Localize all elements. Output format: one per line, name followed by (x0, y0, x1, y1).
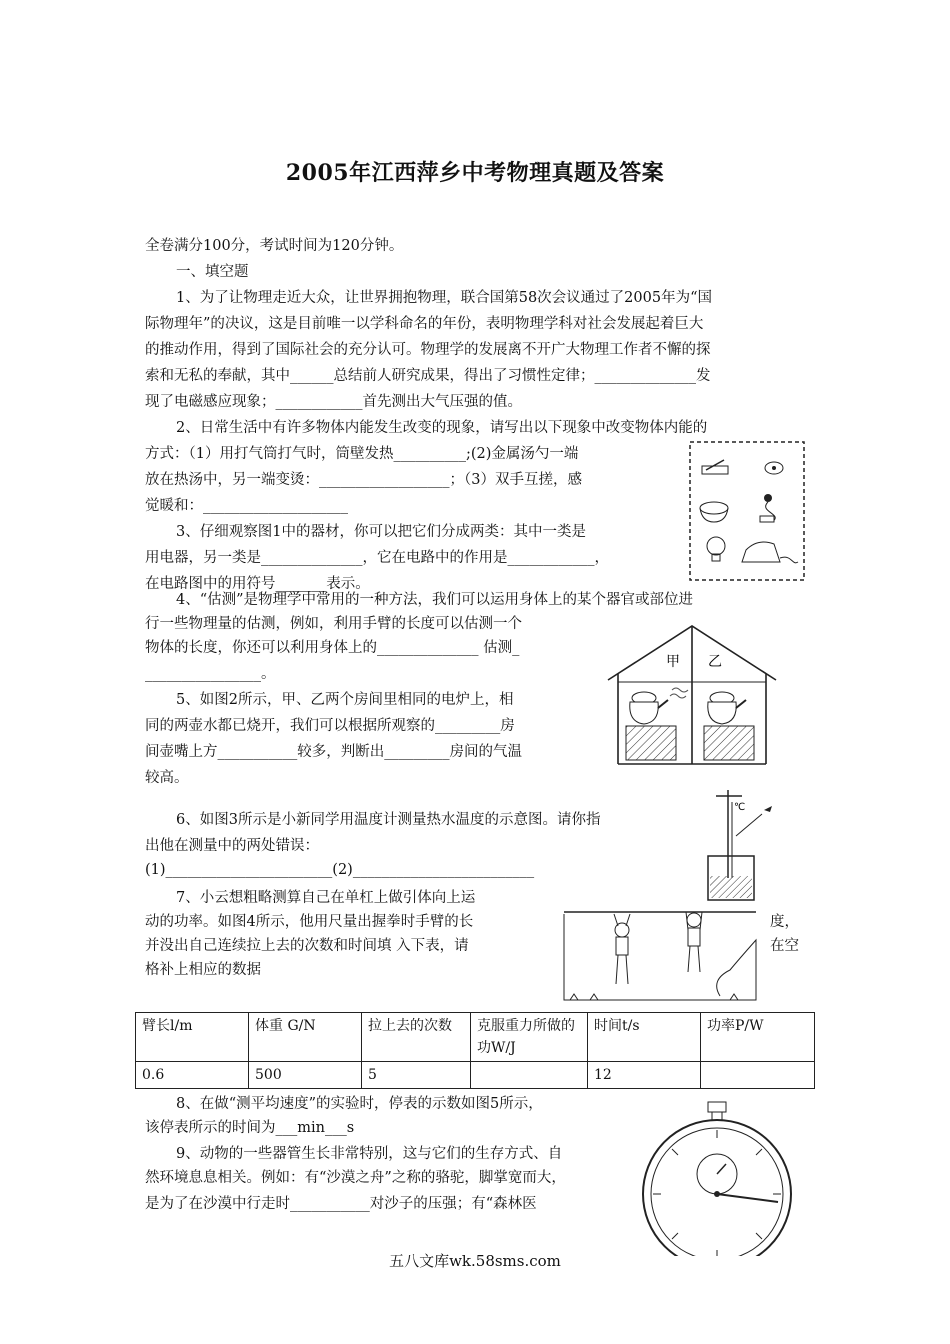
bell-icon (765, 462, 783, 474)
q1-line: 际物理年”的决议，这是目前唯一以学科命名的年份，表明物理学科对社会发展起着巨大 (145, 316, 704, 332)
q6-line: (1)_______________________(2)_________________________ (145, 862, 535, 878)
q4-line: 行一些物理量的估测，例如，利用手臂的长度可以估测一个 (145, 616, 522, 632)
kettle-right-icon (708, 692, 746, 724)
q6-line: 出他在测量中的两处错误： (145, 838, 319, 854)
figure-3-thermometer (700, 782, 790, 904)
q7-right-fragment: 在空 (770, 938, 799, 954)
svg-text:℃: ℃ (734, 802, 746, 813)
q4-line: 4、“估测”是物理学中常用的一种方法，我们可以运用身体上的某个器官或部位进 (176, 592, 694, 608)
q8-line: 该停表所示的时间为___min___s (145, 1120, 355, 1136)
table-header-cell: 臂长l/m (136, 1013, 249, 1062)
q3-line: 在电路图中的用符号_______表示。 (145, 576, 370, 592)
table-header-cell: 克服重力所做的功W/J (471, 1013, 588, 1062)
intro-text: 全卷满分100分，考试时间为120分钟。 (145, 238, 404, 254)
q4-line: ________________。 (145, 666, 276, 682)
person-right (686, 912, 702, 972)
table-cell: 0.6 (136, 1062, 249, 1089)
table-cell: 5 (362, 1062, 471, 1089)
table-cell: 12 (588, 1062, 701, 1089)
q7-line: 7、小云想粗略测算自己在单杠上做引体向上运 (176, 890, 476, 906)
q9-line: 9、动物的一些器管生长非常特别，这与它们的生存方式、自 (176, 1146, 563, 1162)
table-header-cell: 功率P/W (701, 1013, 815, 1062)
q2-line: 放在热汤中，另一端变烫：__________________；（3）双手互搓，感 (145, 472, 582, 488)
q5-line: 同的两壶水都已烧开，我们可以根据所观察的_________房 (145, 718, 515, 734)
q8-line: 8、在做“测平均速度”的实验时，停表的示数如图5所示， (176, 1096, 543, 1112)
q3-line: 用电器，另一类是______________，它在电路中的作用是____________， (145, 550, 609, 566)
q6-line: 6、如图3所示是小新同学用温度计测量热水温度的示意图。请你指 (176, 812, 601, 828)
table-header-row (136, 1013, 815, 1062)
q7-line: 并没出自己连续拉上去的次数和时间填 入下表，请 (145, 938, 469, 954)
bulb-icon (707, 537, 725, 561)
pullup-data-table (135, 1012, 815, 1089)
room-label-jia: 甲 (666, 654, 680, 670)
footer-watermark: 五八文库wk.58sms.com (389, 1252, 561, 1270)
q9-line: 是为了在沙漠中行走时___________对沙子的压强；有“森林医 (145, 1196, 537, 1212)
table-cell (471, 1062, 588, 1089)
q4-line: 物体的长度，你还可以利用身体上的______________ 估测_ (145, 640, 520, 656)
q1-line: 的推动作用，得到了国际社会的充分认可。物理学的发展离不开广大物理工作者不懈的探 (145, 342, 711, 358)
kettle-left-icon (630, 688, 688, 724)
q1-line: 索和无私的奉献，其中______总结前人研究成果，得出了习惯性定律；______________发 (145, 368, 711, 384)
page-title: 2005年江西萍乡中考物理真题及答案 (285, 160, 665, 186)
stove-right (704, 726, 754, 760)
q3-line: 3、仔细观察图1中的器材，你可以把它们分成两类：其中一类是 (176, 524, 586, 540)
q7-line: 格补上相应的数据 (145, 962, 261, 978)
figure-1-equipment (688, 440, 806, 582)
q5-line: 5、如图2所示，甲、乙两个房间里相同的电炉上，相 (176, 692, 514, 708)
q5-line: 间壶嘴上方___________较多，判断出_________房间的气温 (145, 744, 522, 760)
switch-icon (702, 460, 728, 474)
iron-icon (742, 542, 798, 563)
q7-line: 动的功率。如图4所示，他用尺量出握拳时手臂的长 (145, 914, 474, 930)
table-header-cell: 拉上去的次数 (362, 1013, 471, 1062)
person-left (614, 914, 630, 984)
cable-icon (760, 494, 775, 522)
q7-right-fragment: 度， (770, 914, 799, 930)
table-row (136, 1062, 815, 1089)
room-label-yi: 乙 (708, 654, 722, 670)
figure-5-stopwatch (636, 1098, 800, 1256)
figure-2-rooms (604, 622, 780, 772)
figure-4-pullup (560, 900, 760, 1008)
bowl-icon (700, 502, 728, 522)
table-cell: 500 (249, 1062, 362, 1089)
q1-line: 1、为了让物理走近大众，让世界拥抱物理，联合国第58次会议通过了2005年为“国 (176, 290, 712, 306)
table-header-cell: 体重 G/N (249, 1013, 362, 1062)
stove-left (626, 726, 676, 760)
table-header-cell: 时间t/s (588, 1013, 701, 1062)
q5-line: 较高。 (145, 770, 189, 786)
table-cell (701, 1062, 815, 1089)
q2-line: 觉暖和：____________________ (145, 498, 348, 514)
q9-line: 然环境息息相关。例如：有“沙漠之舟”之称的骆驼，脚掌宽而大， (145, 1170, 566, 1186)
q2-line: 方式：（1）用打气筒打气时，筒壁发热__________;(2)金属汤勺一端 (145, 446, 579, 462)
q2-line: 2、日常生活中有许多物体内能发生改变的现象，请写出以下现象中改变物体内能的 (176, 420, 708, 436)
q1-line: 现了电磁感应现象；____________首先测出大气压强的值。 (145, 394, 522, 410)
section-heading: 一、填空题 (176, 264, 249, 280)
